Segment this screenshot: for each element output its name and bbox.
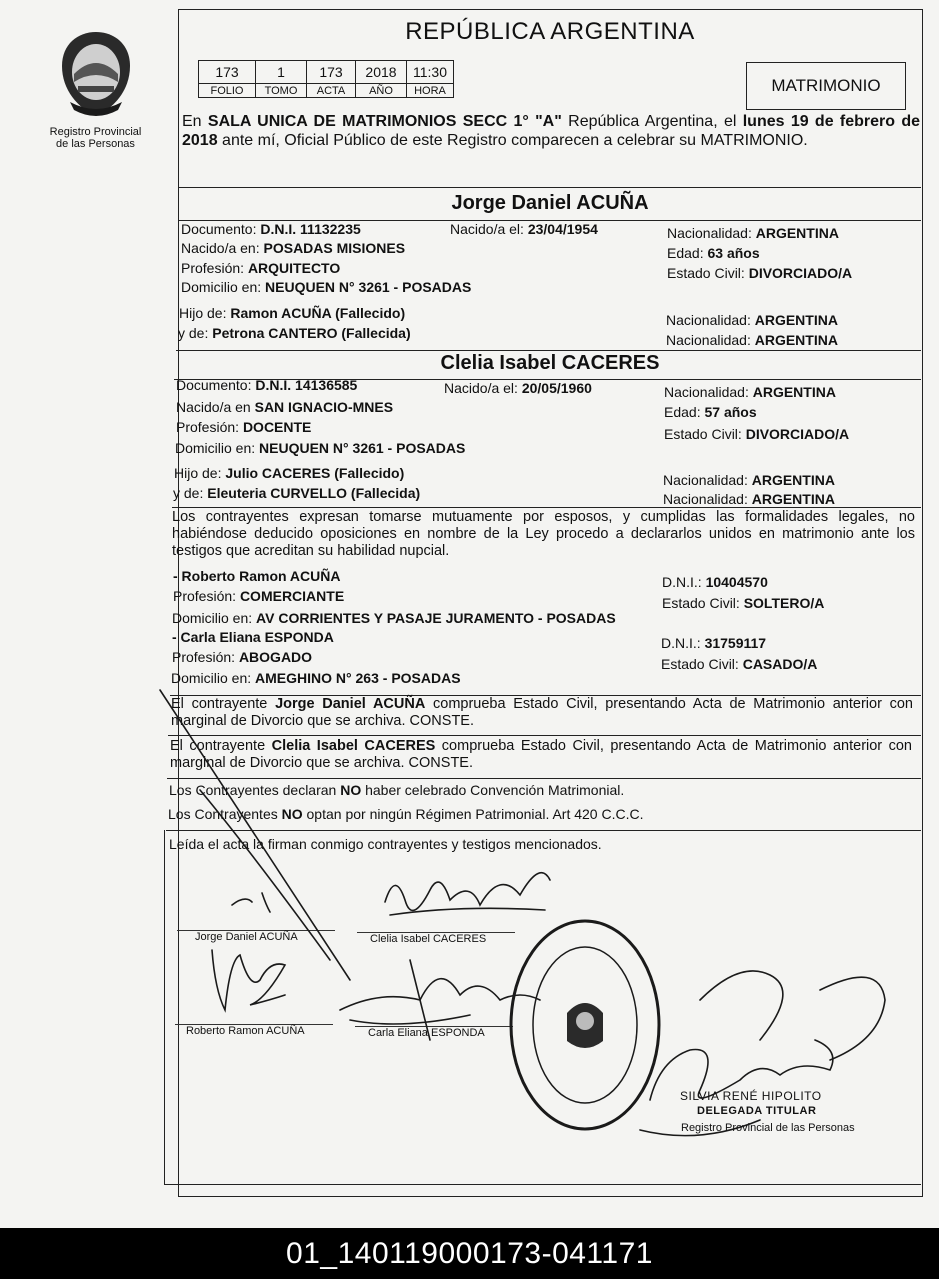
bride-age: Edad: 57 años [664,404,757,420]
acta-value: 173 [307,61,356,84]
bride-civil-status: Estado Civil: DIVORCIADO/A [664,426,850,442]
bride-father-nationality: Nacionalidad: ARGENTINA [663,472,835,488]
document-code: 01_140119000173-041171 [0,1228,939,1279]
officer-office: Registro Provincial de las Personas [681,1122,855,1134]
bride-profession: Profesión: DOCENTE [176,419,312,435]
official-seal-icon [505,915,665,1135]
hour-value: 11:30 [407,61,454,84]
bride-document: Documento: D.N.I. 14136585 [176,377,358,393]
closing-text: Leída el acta la firman conmigo contrayentes y testigos mencionados. [169,836,602,852]
groom-father-nationality: Nacionalidad: ARGENTINA [666,312,838,328]
bride-nationality: Nacionalidad: ARGENTINA [664,384,836,400]
groom-signature-label: Jorge Daniel ACUÑA [195,931,298,943]
convention-note: Los Contrayentes declaran NO haber celebrado Convención Matrimonial. [169,782,625,798]
intro-paragraph: En SALA UNICA DE MATRIMONIOS SECC 1° "A" República Argentina, el lunes 19 de febrero de 2018 ante mí, Oficial Público de este Registro comparecen a celebrar su MATRIMONIO. [182,113,921,149]
bride-mother: y de: Eleuteria CURVELLO (Fallecida) [173,485,421,501]
bride-civil-note: El contrayente Clelia Isabel CACERES comprueba Estado Civil, presentando Acta de Matrimonio anterior con marginal de Divorcio que se archiva. CONSTE. [170,738,912,771]
bride-birthplace: Nacido/a en SAN IGNACIO-MNES [176,399,394,415]
groom-address: Domicilio en: NEUQUEN N° 3261 - POSADAS [181,279,472,295]
declaration-paragraph: Los contrayentes expresan tomarse mutuamente por esposos, y cumplidas las formalidades legales, no habiéndose deducido oposiciones en nombre de la Ley procedo a declararlos unidos en matrimonio ante los testigos que acreditan su habilidad nupcial. [172,509,915,559]
witness1-civil-status: Estado Civil: SOLTERO/A [662,595,825,611]
witness1-profession: Profesión: COMERCIANTE [173,588,345,604]
witness1-address: Domicilio en: AV CORRIENTES Y PASAJE JURAMENTO - POSADAS [172,610,616,626]
folio-value: 173 [199,61,256,84]
groom-civil-status: Estado Civil: DIVORCIADO/A [667,265,853,281]
bride-address: Domicilio en: NEUQUEN N° 3261 - POSADAS [175,440,466,456]
officer-role: DELEGADA TITULAR [697,1105,817,1117]
bride-mother-nationality: Nacionalidad: ARGENTINA [663,491,835,507]
acta-label: ACTA [307,84,356,98]
certificate-type-box: MATRIMONIO [746,62,906,110]
witness1-dni: D.N.I.: 10404570 [662,574,768,590]
groom-birthdate: Nacido/a el: 23/04/1954 [450,221,598,237]
bride-name: Clelia Isabel CACERES [440,352,660,374]
groom-age: Edad: 63 años [667,245,760,261]
page-title: REPÚBLICA ARGENTINA [405,18,695,45]
bride-signature-label: Clelia Isabel CACERES [370,933,487,945]
witness1-signature-label: Roberto Ramon ACUÑA [186,1025,305,1037]
witness2-address: Domicilio en: AMEGHINO N° 263 - POSADAS [171,670,461,686]
witness2-dni: D.N.I.: 31759117 [661,635,767,651]
regime-note: Los Contrayentes NO optan por ningún Régimen Patrimonial. Art 420 C.C.C. [168,806,644,822]
bride-birthdate: Nacido/a el: 20/05/1960 [444,380,592,396]
bride-father: Hijo de: Julio CACERES (Fallecido) [174,465,405,481]
witness2-profession: Profesión: ABOGADO [172,649,313,665]
witness2-name: - Carla Eliana ESPONDA [172,629,334,645]
groom-name: Jorge Daniel ACUÑA [451,192,649,214]
logo-line1: Registro Provincial [49,126,142,138]
witness2-signature-label: Carla Eliana ESPONDA [368,1027,485,1039]
groom-mother-nationality: Nacionalidad: ARGENTINA [666,332,838,348]
groom-document: Documento: D.N.I. 11132235 [181,221,361,237]
groom-father: Hijo de: Ramon ACUÑA (Fallecido) [179,305,406,321]
year-value: 2018 [356,61,407,84]
folio-label: FOLIO [199,84,256,98]
witness1-name: - Roberto Ramon ACUÑA [173,568,341,584]
year-label: AÑO [356,84,407,98]
logo-line2: de las Personas [56,138,135,150]
groom-nationality: Nacionalidad: ARGENTINA [667,225,839,241]
witness2-civil-status: Estado Civil: CASADO/A [661,656,818,672]
officer-name: SILVIA RENÉ HIPOLITO [680,1089,822,1103]
groom-civil-note: El contrayente Jorge Daniel ACUÑA comprueba Estado Civil, presentando Acta de Matrimonio anterior con marginal de Divorcio que se archiva. CONSTE. [171,696,913,729]
hour-label: HORA [407,84,454,98]
tomo-value: 1 [256,61,307,84]
tomo-label: TOMO [256,84,307,98]
groom-birthplace: Nacido/a en: POSADAS MISIONES [181,240,406,256]
groom-profession: Profesión: ARQUITECTO [181,260,341,276]
groom-mother: y de: Petrona CANTERO (Fallecida) [178,325,411,341]
